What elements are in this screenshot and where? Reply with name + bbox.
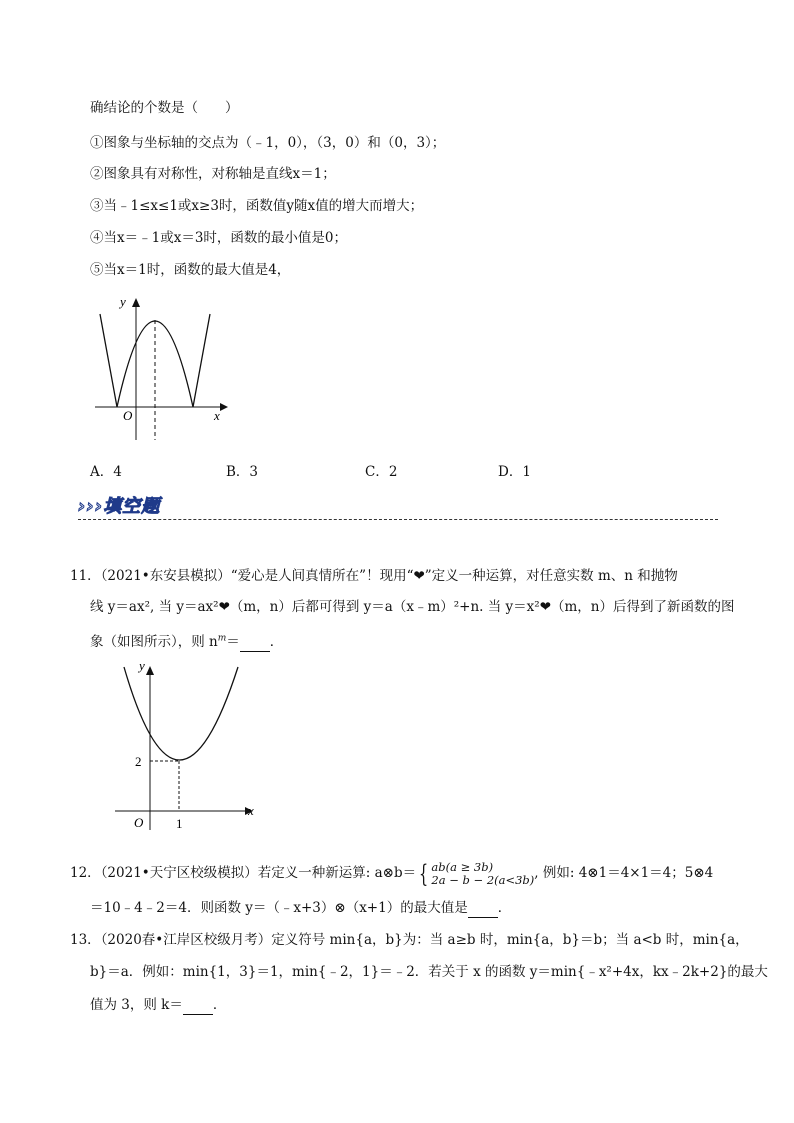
- q13-line1: [70, 930, 749, 950]
- q10-statement-4: ④当x＝﹣1或x＝3时，函数的最小值是0；: [90, 230, 347, 246]
- option-c: C．2: [365, 464, 398, 480]
- section-title: ›››填空题: [78, 496, 161, 517]
- q12-answer-blank: [468, 903, 498, 918]
- q10-origin-label: O: [123, 408, 133, 423]
- q13-text-1: 定义符号 min{a，b}为：当 a≥b 时，min{a，b}＝b；当 a<b 时，min{a，: [271, 932, 749, 948]
- option-b: B．3: [226, 464, 259, 480]
- q10-x-arrow: [220, 403, 228, 411]
- q11-origin-label: O: [134, 815, 144, 830]
- q12-text-a: 若定义一种新运算: a⊗b＝: [257, 865, 417, 881]
- section-divider: [78, 519, 718, 520]
- q13-source: （2020春•江岸区校级月考）: [100, 932, 272, 948]
- q12-source: （2021•天宁区校级模拟）: [100, 865, 258, 881]
- q12-line1: [70, 858, 713, 888]
- section-header: [78, 492, 718, 522]
- option-a: A．4: [90, 464, 122, 480]
- option-d: D．1: [498, 464, 531, 480]
- q12-text-b: , 例如: 4⊗1＝4×1＝4；5⊗4: [534, 865, 714, 881]
- q13-number: 13．: [70, 932, 101, 948]
- q12-case-1: ab(a ≥ 3b): [431, 859, 494, 874]
- q11-parabola: [124, 667, 238, 760]
- q12-cases: [431, 861, 534, 887]
- q11-y-label: y: [139, 658, 145, 673]
- q11-text-3: 象（如图所示），则 n: [90, 634, 218, 650]
- q11-graph: [110, 655, 270, 835]
- q11-line2: 线 y＝ax², 当 y＝ax²❤（m，n）后都可得到 y＝a（x﹣m）²+n. 当 y＝x²❤（m，n）后得到了新函数的图: [90, 599, 735, 615]
- q10-x-label: x: [214, 408, 220, 423]
- q10-statement-2: ②图象具有对称性，对称轴是直线x＝1；: [90, 166, 336, 182]
- q11-x-tick-label: 1: [176, 816, 183, 831]
- q11-line1: [70, 566, 678, 586]
- q12-number: 12．: [70, 865, 101, 881]
- q11-answer-blank: [240, 637, 270, 652]
- q13-line3: 值为 3，则 k＝ ．: [90, 997, 227, 1013]
- q10-graph: [90, 290, 230, 450]
- q13-text-3: 值为 3，则 k＝: [90, 997, 183, 1013]
- q11-source: （2021•东安县模拟）: [100, 568, 231, 584]
- q10-lead: 确结论的个数是（ ）: [90, 100, 239, 116]
- q11-line3: 象（如图所示），则 $n^m=$ ．: [90, 633, 284, 650]
- q12-line2: ＝10﹣4﹣2＝4．则函数 y＝（﹣x+3）⊗（x+1）的最大值是 ．: [90, 900, 512, 916]
- q11-exponent: m: [217, 633, 227, 644]
- q11-equals: ＝: [226, 634, 240, 650]
- q10-statement-3: ③当﹣1≤x≤1或x≥3时，函数值y随x值的增大而增大；: [90, 198, 424, 214]
- q12-case-2: 2a − b − 2(a<3b): [431, 872, 535, 887]
- q11-text-1: “爱心是人间真情所在”！现用“❤”定义一种运算，对任意实数 m、n 和抛物: [230, 568, 678, 584]
- q10-y-arrow: [132, 298, 140, 307]
- q11-y-arrow: [146, 666, 154, 675]
- q10-statement-1: ①图象与坐标轴的交点为（﹣1，0），（3，0）和（0，3）；: [90, 135, 446, 151]
- q12-text-2: ＝10﹣4﹣2＝4．则函数 y＝（﹣x+3）⊗（x+1）的最大值是: [90, 900, 468, 916]
- q12-brace: {: [419, 859, 429, 888]
- q13-line2: b}＝a．例如：min{1，3}＝1，min{﹣2，1}＝﹣2．若关于 x 的函数 y＝min{﹣x²+4x，kx﹣2k+2}的最大: [90, 964, 768, 980]
- q10-statement-5: ⑤当x＝1时，函数的最大值是4，: [90, 262, 291, 278]
- q10-y-label: y: [120, 294, 126, 309]
- q11-x-label: x: [248, 803, 254, 818]
- q11-y-tick-label: 2: [135, 754, 142, 769]
- q13-answer-blank: [183, 1000, 213, 1015]
- q11-number: 11．: [70, 568, 101, 584]
